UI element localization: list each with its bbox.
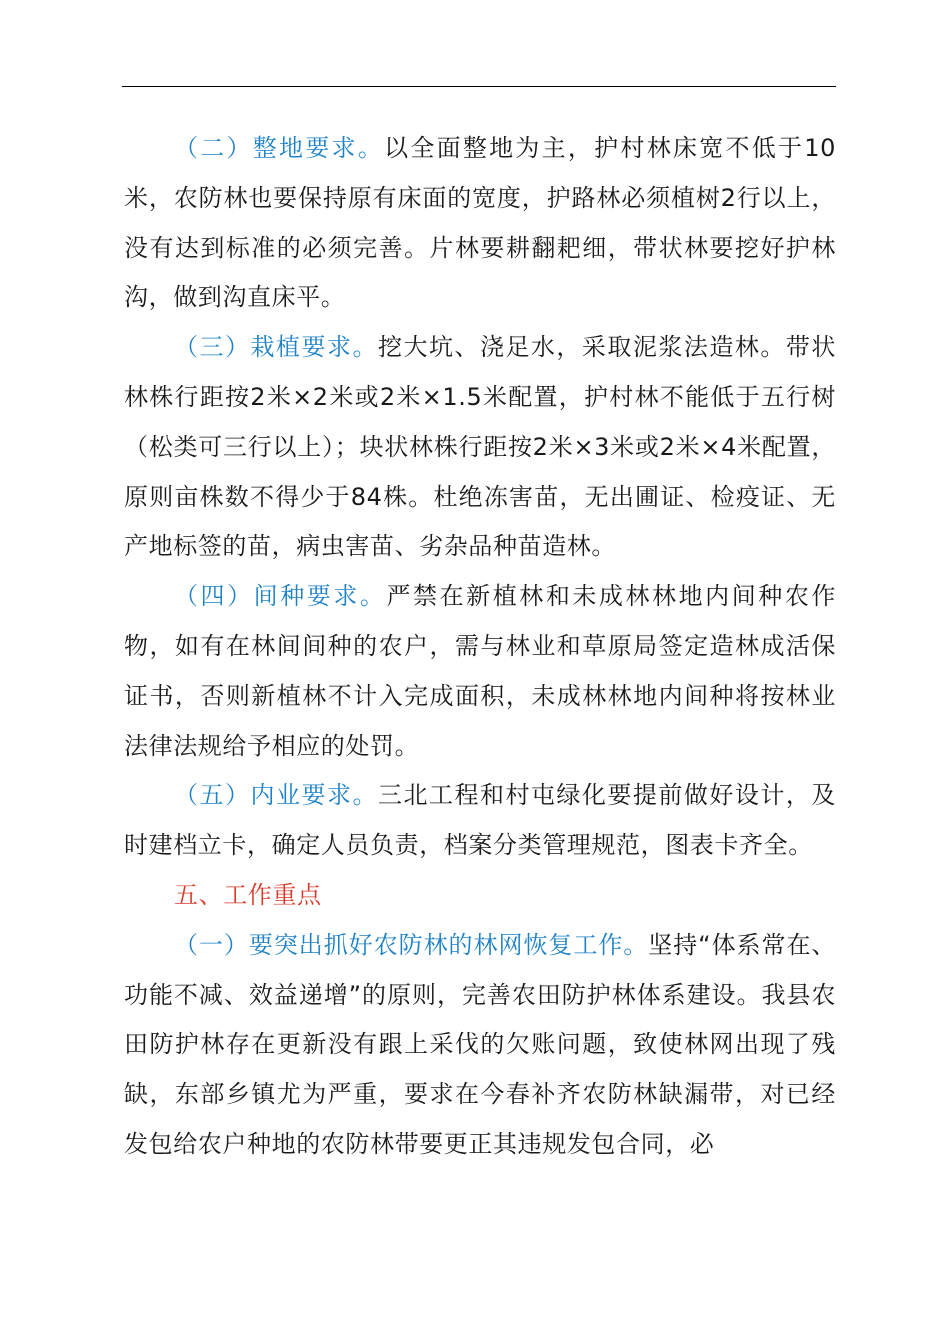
- paragraph-heading: （一）要突出抓好农防林的林网恢复工作。: [174, 930, 649, 959]
- document-body: [124, 124, 836, 1170]
- header-rule: [122, 86, 836, 87]
- paragraph-jianzhong: [124, 572, 836, 771]
- paragraph-text: 严禁在新植林和未成林林地内间种农作物，如有在林间间种的农户，需与林业和草原局签定造林成活保证书，否则新植林不计入完成面积，未成林林地内间种将按林业法律法规给予相应的处罚。: [124, 582, 836, 760]
- paragraph-text: 以全面整地为主，护村林床宽不低于10米，农防林也要保持原有床面的宽度，护路林必须植树2行以上，没有达到标准的必须完善。片林要耕翻耙细，带状林要挖好护林沟，做到沟直床平。: [124, 134, 836, 312]
- paragraph-linwang: [124, 921, 836, 1170]
- paragraph-heading: （三）栽植要求。: [174, 333, 378, 362]
- paragraph-heading: （五）内业要求。: [174, 781, 378, 810]
- paragraph-zaizhi: [124, 323, 836, 572]
- paragraph-heading: （二）整地要求。: [174, 134, 385, 162]
- paragraph-neiye: [124, 771, 836, 871]
- paragraph-text: 三北工程和村屯绿化要提前做好设计，及时建档立卡，确定人员负责，档案分类管理规范，图表卡齐全。: [124, 781, 836, 860]
- section-title: 五、工作重点: [174, 880, 322, 909]
- paragraph-text: 挖大坑、浇足水，采取泥浆法造林。带状林株行距按2米×2米或2米×1.5米配置，护村林不能低于五行树（松类可三行以上）；块状林株行距按2米×3米或2米×4米配置，原则亩株数不得少于84株。杜绝冻害苗，无出圃证、检疫证、无产地标签的苗，病虫害苗、劣杂品种苗造林。: [124, 333, 836, 561]
- paragraph-text: 坚持“体系常在、功能不减、效益递增”的原则，完善农田防护林体系建设。我县农田防护林存在更新没有跟上采伐的欠账问题，致使林网出现了残缺，东部乡镇尤为严重，要求在今春补齐农防林缺漏带，对已经发包给农户种地的农防林带要更正其违规发包合同，必: [124, 930, 837, 1158]
- paragraph-heading: （四）间种要求。: [174, 582, 387, 611]
- paragraph-zhengdi: [124, 124, 836, 323]
